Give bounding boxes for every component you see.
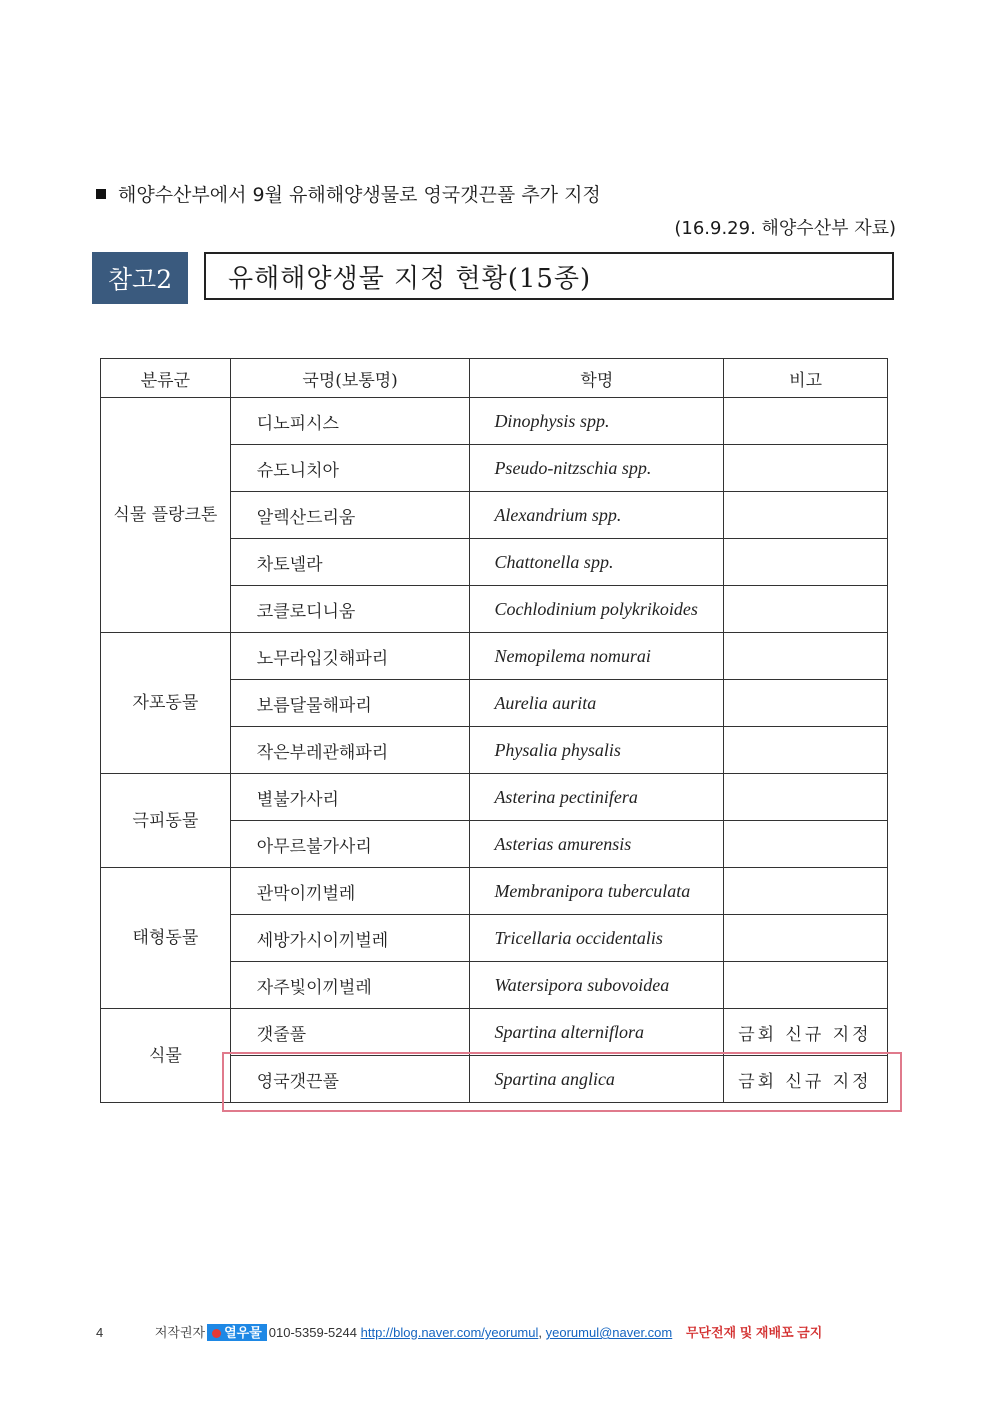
korean-name-cell: 디노피시스 [230, 398, 470, 445]
scientific-name-cell: Chattonella spp. [470, 539, 724, 586]
group-cell: 식물 [101, 1009, 231, 1103]
header-korean-name: 국명(보통명) [230, 359, 470, 398]
korean-name-cell: 갯줄풀 [230, 1009, 470, 1056]
scientific-name-cell: Cochlodinium polykrikoides [470, 586, 724, 633]
table-row [101, 1009, 888, 1056]
scientific-name-cell: Spartina anglica [470, 1056, 724, 1103]
table-row [101, 398, 888, 445]
note-cell [724, 915, 888, 962]
table-body [101, 398, 888, 1103]
copyright-warning: 무단전재 및 재배포 금지 [685, 1325, 823, 1340]
scientific-name-cell: Membranipora tuberculata [470, 868, 724, 915]
group-cell: 식물 플랑크톤 [101, 398, 231, 633]
headline [96, 180, 896, 207]
korean-name-cell: 슈도니치아 [230, 445, 470, 492]
scientific-name-cell: Spartina alterniflora [470, 1009, 724, 1056]
note-cell [724, 539, 888, 586]
page-number: 4 [96, 1325, 104, 1340]
phone-number: 010-5359-5244 [268, 1325, 357, 1340]
scientific-name-cell: Pseudo-nitzschia spp. [470, 445, 724, 492]
note-cell: 금회 신규 지정 [724, 1009, 888, 1056]
table-header-row [101, 359, 888, 398]
scientific-name-cell: Nemopilema nomurai [470, 633, 724, 680]
group-cell: 극피동물 [101, 774, 231, 868]
header-scientific-name: 학명 [470, 359, 724, 398]
scientific-name-cell: Asterias amurensis [470, 821, 724, 868]
korean-name-cell: 자주빛이끼벌레 [230, 962, 470, 1009]
header-note: 비고 [724, 359, 888, 398]
headline-text: 해양수산부에서 9월 유해해양생물로 영국갯끈풀 추가 지정 [118, 184, 601, 206]
email-link[interactable]: yeorumul@naver.com [545, 1325, 673, 1340]
brand-badge [207, 1324, 267, 1341]
note-cell [724, 727, 888, 774]
note-cell [724, 586, 888, 633]
brand-logo-icon [212, 1329, 221, 1338]
scientific-name-cell: Physalia physalis [470, 727, 724, 774]
scientific-name-cell: Watersipora subovoidea [470, 962, 724, 1009]
korean-name-cell: 영국갯끈풀 [230, 1056, 470, 1103]
square-bullet-icon [96, 189, 106, 199]
copyright-label: 저작권자 [154, 1325, 206, 1340]
note-cell [724, 445, 888, 492]
table-row [101, 633, 888, 680]
header-group: 분류군 [101, 359, 231, 398]
page-title [204, 252, 894, 300]
group-cell: 태형동물 [101, 868, 231, 1009]
reference-label: 참고2 [92, 252, 188, 304]
table-row [101, 868, 888, 915]
korean-name-cell: 노무라입깃해파리 [230, 633, 470, 680]
note-cell: 금회 신규 지정 [724, 1056, 888, 1103]
note-cell [724, 633, 888, 680]
korean-name-cell: 알렉산드리움 [230, 492, 470, 539]
korean-name-cell: 관막이끼벌레 [230, 868, 470, 915]
scientific-name-cell: Alexandrium spp. [470, 492, 724, 539]
note-cell [724, 868, 888, 915]
korean-name-cell: 아무르불가사리 [230, 821, 470, 868]
scientific-name-cell: Asterina pectinifera [470, 774, 724, 821]
korean-name-cell: 세방가시이끼벌레 [230, 915, 470, 962]
blog-link[interactable]: http://blog.naver.com/yeorumul [360, 1325, 539, 1340]
korean-name-cell: 작은부레관해파리 [230, 727, 470, 774]
korean-name-cell: 보름달물해파리 [230, 680, 470, 727]
korean-name-cell: 차토넬라 [230, 539, 470, 586]
table-row [101, 774, 888, 821]
note-cell [724, 774, 888, 821]
note-cell [724, 398, 888, 445]
species-table [100, 358, 888, 1103]
brand-name: 열우물 [224, 1325, 262, 1340]
scientific-name-cell: Aurelia aurita [470, 680, 724, 727]
scientific-name-cell: Dinophysis spp. [470, 398, 724, 445]
scientific-name-cell: Tricellaria occidentalis [470, 915, 724, 962]
source-note: (16.9.29. 해양수산부 자료) [674, 218, 896, 239]
page-title-text: 유해해양생물 지정 현황(15종) [228, 263, 592, 294]
note-cell [724, 492, 888, 539]
footer: 4 저작권자 열우물 010-5359-5244 http://blog.naver.com/yeorumul, yeorumul@naver.com 무단전재 및 재배포 금지 [96, 1325, 823, 1340]
note-cell [724, 680, 888, 727]
note-cell [724, 821, 888, 868]
korean-name-cell: 코클로디니움 [230, 586, 470, 633]
korean-name-cell: 별불가사리 [230, 774, 470, 821]
note-cell [724, 962, 888, 1009]
group-cell: 자포동물 [101, 633, 231, 774]
